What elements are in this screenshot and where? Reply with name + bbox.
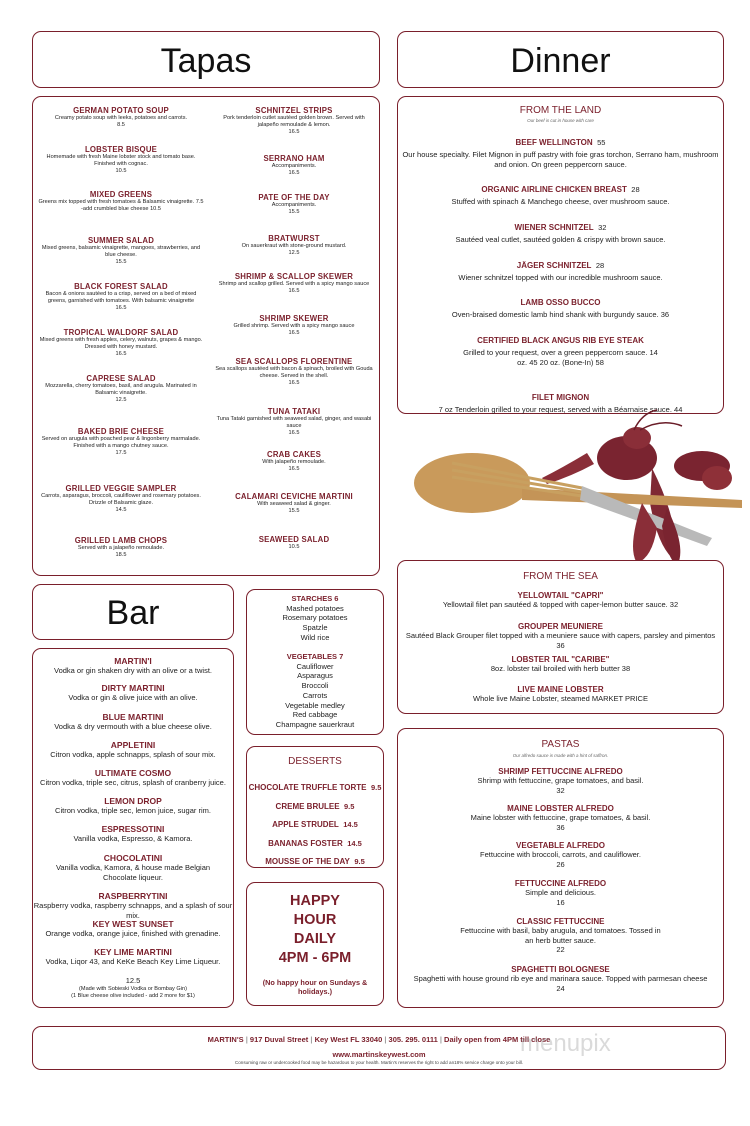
tapas-item: SUMMER SALAD Mixed greens, balsamic vinaigrette, mangoes, strawberries, and blue cheese. 15.5	[41, 236, 201, 265]
sea-section-title: FROM THE SEA	[523, 571, 598, 582]
street-address: 917 Duval Street	[249, 1035, 309, 1044]
land-section-title: FROM THE LAND	[519, 105, 602, 116]
land-item: WIENER SCHNITZEL 32 Sautéed veal cutlet, sautéed golden & crispy with brown sauce.	[455, 223, 666, 244]
pasta-item: CLASSIC FETTUCCINE Fettuccine with basil, baby arugula, and tomatoes. Tossed in an herb butter sauce. 22	[460, 917, 661, 954]
tapas-item: SCHNITZEL STRIPS Pork tenderloin cutlet sautéed golden brown. Served with jalapeño remoulade & lemon. 16.5	[223, 106, 365, 135]
footer-contact-line: MARTIN'S | 917 Duval Street | Key West FL 33040 | 305. 295. 0111 | Daily open from 4PM till close	[207, 1035, 551, 1044]
sides-box	[246, 589, 384, 735]
tapas-item: BLACK FOREST SALAD Bacon & onions sautéed to a crisp, served on a bed of mixed greens, garnished with tomatoes. With balsamic vinaigrette 16.5	[45, 282, 197, 311]
tapas-title: Tapas	[160, 42, 252, 80]
starches-title: STARCHES 6	[291, 594, 339, 603]
cocktail-item: ULTIMATE COSMO Citron vodka, triple sec, citrus, splash of cranberry juice.	[40, 768, 226, 787]
opening-hours: Daily open from 4PM till close	[444, 1035, 551, 1044]
vegetables-list: VEGETABLES 7 Cauliflower Asparagus Broccoli Carrots Vegetable medley Red cabbage Champagne sauerkraut	[247, 652, 383, 730]
bar-footer	[33, 976, 233, 1000]
dessert-item: APPLE STRUDEL 14.5	[272, 820, 358, 829]
tapas-item: TUNA TATAKI Tuna Tataki garnished with seaweed salad, ginger, and wasabi sauce 16.5	[216, 407, 372, 436]
website-link[interactable]: www.martinskeywest.com	[332, 1050, 426, 1059]
cocktail-item: CHOCOLATINI Vanilla vodka, Kamora, & house made Belgian Chocolate liqueur.	[55, 853, 211, 882]
pasta-item: SPAGHETTI BOLOGNESE Spaghetti with house ground rib eye and marinara sauce. Topped with parmesan cheese 24	[413, 965, 708, 993]
bar-price: 12.5	[125, 976, 141, 985]
desserts-title: DESSERTS	[288, 756, 342, 767]
pastas-box	[397, 728, 724, 1008]
tapas-item: CRAB CAKES With jalapeño remoulade. 16.5	[262, 450, 326, 472]
cocktail-item: APPLETINI Citron vodka, apple schnapps, splash of sour mix.	[50, 740, 216, 759]
bar-title-box	[32, 584, 234, 640]
cocktail-item: LEMON DROP Citron vodka, triple sec, lemon juice, sugar rim.	[55, 796, 211, 815]
tapas-item: SHRIMP SKEWER Grilled shrimp. Served with a spicy mango sauce 16.5	[233, 314, 355, 336]
city-address: Key West FL 33040	[314, 1035, 383, 1044]
disclaimer: Consuming raw or undercooked food may be hazardous to your health. Martin's reserves the right to add an18% service charge onto your bill.	[234, 1060, 524, 1065]
land-item: FILET MIGNON 7 oz Tenderloin grilled to your request, served with a Béarnaise sauce. 44	[438, 393, 683, 414]
bar-box	[32, 648, 234, 1008]
land-item: JÄGER SCHNITZEL 28 Wiener schnitzel topped with our incredible mushroom sauce.	[458, 261, 663, 282]
bar-note: (1 Blue cheese olive included - add 2 more for $1)	[71, 992, 195, 999]
land-item: ORGANIC AIRLINE CHICKEN BREAST 28 Stuffed with spinach & Manchego cheese, over mushroom sauce.	[451, 185, 670, 206]
pasta-item: FETTUCCINE ALFREDO Simple and delicious. 16	[514, 879, 607, 907]
vegetables-title: VEGETABLES 7	[286, 652, 344, 661]
phone-number: 305. 295. 0111	[388, 1035, 438, 1044]
pastas-section-subtitle: Our alfredo sauce is made with a hint of saffron.	[512, 753, 609, 758]
happy-hour-box	[246, 882, 384, 1006]
dessert-item: CREME BRULEE 9.5	[275, 802, 355, 811]
dinner-title: Dinner	[510, 42, 611, 80]
tapas-item: BRATWURST On sauerkraut with stone-ground mustard. 12.5	[241, 234, 347, 256]
tapas-right-column	[209, 97, 379, 575]
dessert-item: BANANAS FOSTER 14.5	[268, 839, 362, 848]
from-the-sea-box	[397, 560, 724, 714]
pasta-item: SHRIMP FETTUCCINE ALFREDO Shrimp with fettuccine, grape tomatoes, and basil. 32	[477, 767, 644, 795]
happy-hour-note: (No happy hour on Sundays & holidays.)	[262, 978, 368, 996]
tapas-item: SEA SCALLOPS FLORENTINE Sea scallops sautéed with bacon & spinach, broiled with Gouda cheese. Served in the shell. 16.5	[215, 357, 373, 386]
land-item: BEEF WELLINGTON 55 Our house specialty. Filet Mignon in puff pastry with foie gras torchon, Serrano ham, mushroom and onion. On green peppercorn sauce.	[402, 138, 719, 169]
tapas-item: GRILLED VEGGIE SAMPLER Carrots, asparagus, broccoli, cauliflower and rosemary potatoes. Drizzle of Balsamic glaze. 14.5	[41, 484, 201, 513]
land-item: CERTIFIED BLACK ANGUS RIB EYE STEAK Grilled to your request, over a green peppercorn sauce. 14 oz. 45 20 oz. (Bone-In) 58	[463, 336, 658, 367]
tapas-title-box	[32, 31, 380, 88]
tapas-item: TROPICAL WALDORF SALAD Mixed greens with fresh apples, celery, walnuts, grapes & mango. Dressed with honey mustard. 16.5	[39, 328, 203, 357]
desserts-box	[246, 746, 384, 868]
cocktail-item: MARTIN'I Vodka or gin shaken dry with an olive or a twist.	[54, 656, 212, 675]
tapas-item: CAPRESE SALAD Mozzarella, cherry tomatoes, basil, and arugula. Marinated in Balsamic vinaigrette. 12.5	[45, 374, 197, 403]
cocktail-item: ESPRESSOTINI Vanilla vodka, Espresso, & Kamora.	[73, 824, 193, 843]
tapas-item: SEAWEED SALAD 10.5	[258, 535, 330, 550]
tapas-item: GERMAN POTATO SOUP Creamy potato soup with leeks, potatoes and carrots. 8.5	[54, 106, 188, 128]
pasta-item: VEGETABLE ALFREDO Fettuccine with broccoli, carrots, and cauliflower. 26	[480, 841, 641, 869]
tapas-item: PATE OF THE DAY Accompaniments. 15.5	[258, 193, 330, 215]
sea-item: GROUPER MEUNIERE Sautéed Black Grouper filet topped with a meuniere sauce with capers, parsley and pimentos 36	[405, 622, 716, 650]
tapas-item: LOBSTER BISQUE Homemade with fresh Maine lobster stock and tomato base. Finished with cognac. 10.5	[46, 145, 196, 174]
land-item: LAMB OSSO BUCCO Oven-braised domestic lamb hind shank with burgundy sauce. 36	[451, 298, 670, 319]
happy-hour-heading: HAPPY HOUR DAILY 4PM - 6PM	[278, 893, 352, 966]
footer-box	[32, 1026, 726, 1070]
cocktail-item: KEY WEST SUNSET Orange vodka, orange juice, finished with grenadine.	[45, 919, 221, 938]
sea-item: YELLOWTAIL "CAPRI" Yellowtail filet pan sautéed & topped with caper-lemon butter sauce. 32	[442, 591, 679, 609]
tapas-item: BAKED BRIE CHEESE Served on arugula with poached pear & lingonberry marmalade. Finished with a mango chutney sauce. 17.5	[41, 427, 201, 456]
land-section-subtitle: Our beef is cut in house with care	[527, 118, 594, 123]
cocktail-item: KEY LIME MARTINI Vodka, Liqor 43, and KeKe Beach Key Lime Liqueur.	[45, 947, 221, 966]
tapas-box	[32, 96, 380, 576]
sea-item: LIVE MAINE LOBSTER Whole live Maine Lobster, steamed MARKET PRICE	[473, 685, 648, 703]
lobster-illustration	[412, 408, 750, 568]
cocktail-item: BLUE MARTINI Vodka & dry vermouth with a blue cheese olive.	[54, 712, 212, 731]
cocktail-item: RASPBERRYTINI Raspberry vodka, raspberry schnapps, and a splash of sour mix.	[33, 891, 233, 920]
from-the-land-box	[397, 96, 724, 414]
tapas-left-column	[33, 97, 209, 575]
tapas-item: MIXED GREENS Greens mix topped with fresh tomatoes & Balsamic vinaigrette. 7.5 -add crumbled blue cheese 10.5	[38, 190, 204, 212]
tapas-item: SHRIMP & SCALLOP SKEWER Shrimp and scallop grilled. Served with a spicy mango sauce 16.5	[218, 272, 370, 294]
bar-title: Bar	[106, 594, 160, 632]
cocktail-item: DIRTY MARTINI Vodka or gin & olive juice with an olive.	[68, 683, 198, 702]
dinner-title-box	[397, 31, 724, 88]
dessert-item: MOUSSE OF THE DAY 9.5	[265, 857, 365, 866]
restaurant-name: MARTIN'S	[207, 1035, 244, 1044]
tapas-item: GRILLED LAMB CHOPS Served with a jalapeño remoulade. 18.5	[74, 536, 168, 558]
bar-note: (Made with Sobieski Vodka or Bombay Gin)	[79, 985, 187, 992]
starches-list: STARCHES 6 Mashed potatoes Rosemary potatoes Spatzle Wild rice	[247, 594, 383, 643]
pasta-item: MAINE LOBSTER ALFREDO Maine lobster with fettuccine, grape tomatoes, & basil. 36	[470, 804, 651, 832]
pastas-section-title: PASTAS	[541, 739, 580, 750]
tapas-item: SERRANO HAM Accompaniments. 16.5	[263, 154, 325, 176]
menupix-watermark: menupix	[520, 1030, 611, 1057]
sea-item: LOBSTER TAIL "CARIBE" 8oz. lobster tail broiled with herb butter 38	[490, 655, 631, 673]
tapas-item: CALAMARI CEVICHE MARTINI With seaweed salad & ginger. 15.5	[235, 492, 353, 514]
dessert-item: CHOCOLATE TRUFFLE TORTE 9.5	[248, 783, 382, 792]
